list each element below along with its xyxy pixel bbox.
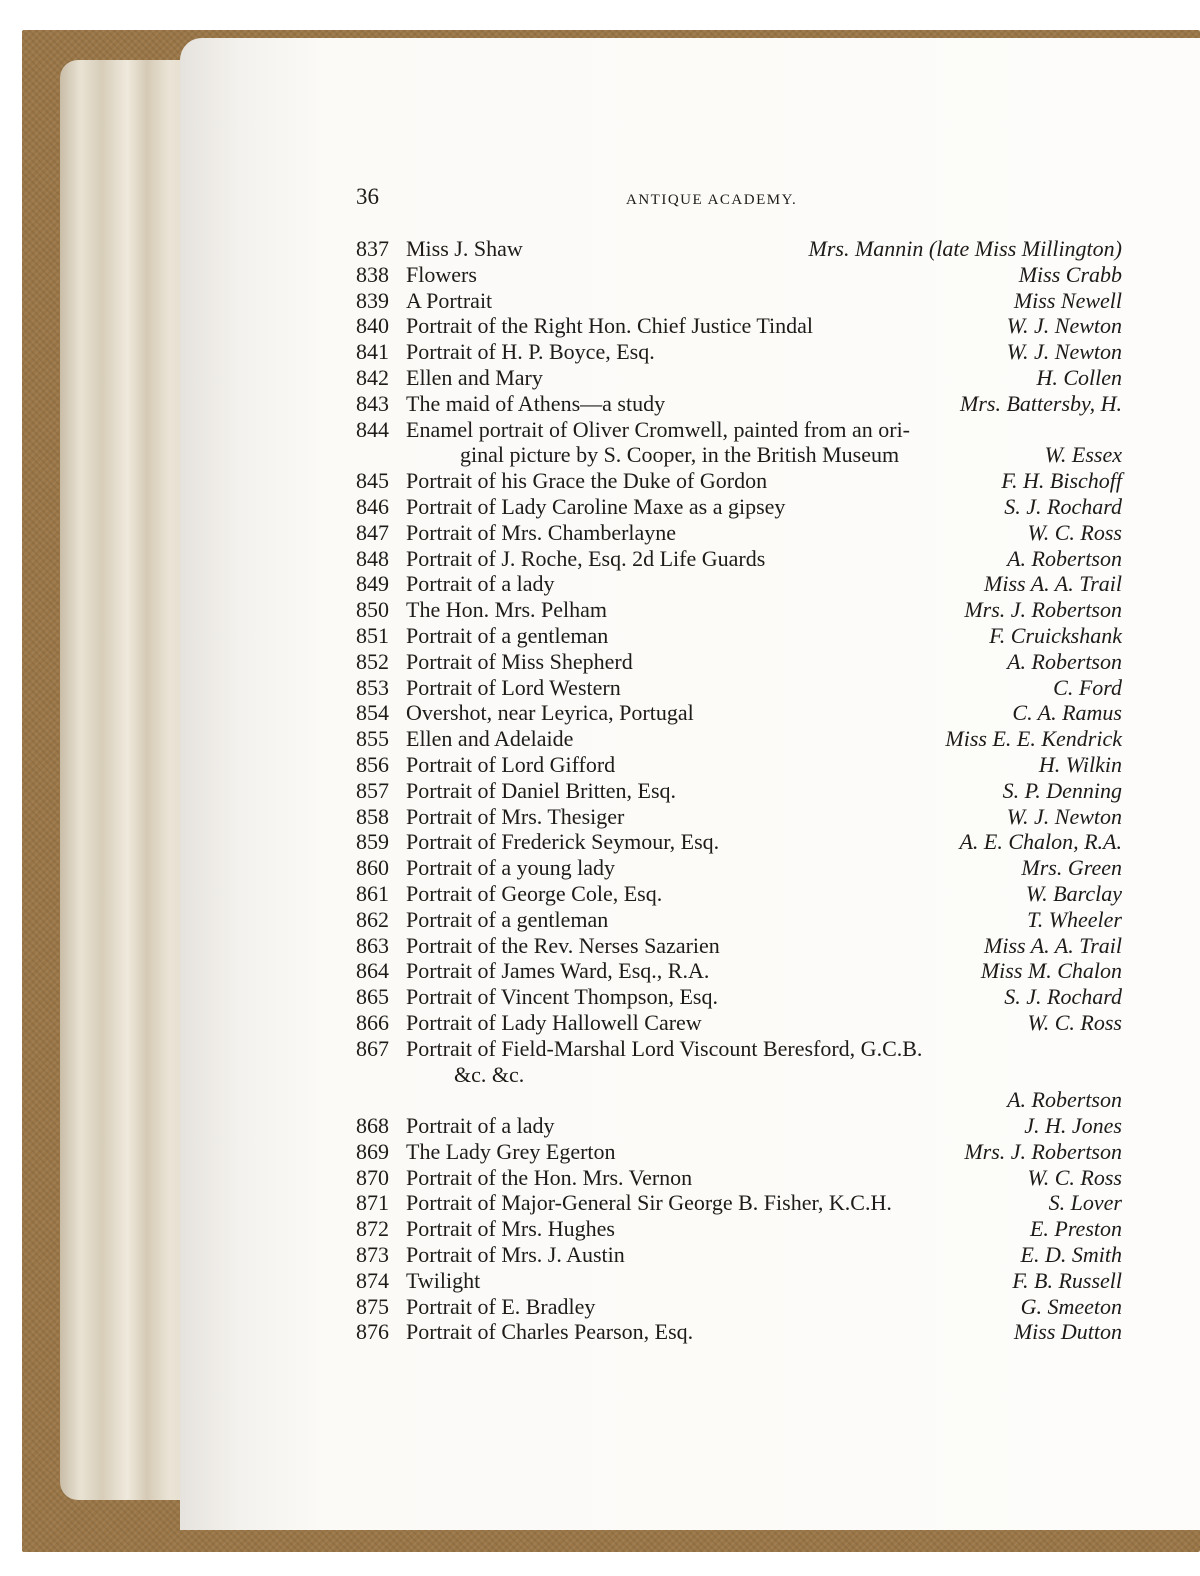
catalogue-entry: [356, 288, 1122, 314]
entry-artist: H. Collen: [1036, 364, 1122, 390]
entry-artist: W. J. Newton: [1006, 803, 1122, 829]
entry-number: 849: [356, 571, 389, 597]
entry-number: 848: [356, 545, 389, 571]
entry-number: 838: [356, 261, 389, 287]
entry-number: 860: [356, 855, 389, 881]
entry-artist: Miss M. Chalon: [980, 958, 1122, 984]
entry-title: Overshot, near Leyrica, Portugal: [406, 700, 694, 726]
catalogue-entry: [356, 1319, 1122, 1345]
entry-artist: F. H. Bischoff: [1001, 468, 1122, 494]
entry-artist: Mrs. Battersby, H.: [960, 390, 1122, 416]
entry-number: 871: [356, 1190, 389, 1216]
entry-artist: S. P. Denning: [1002, 777, 1122, 803]
entry-title: Portrait of Mrs. Chamberlayne: [406, 519, 677, 545]
catalogue-entry: [356, 1294, 1122, 1320]
entry-title: The Lady Grey Egerton: [406, 1138, 616, 1164]
entry-number: 856: [356, 751, 389, 777]
entry-number: 865: [356, 984, 389, 1010]
entry-artist: Mrs. Mannin (late Miss Millington): [808, 236, 1122, 261]
entry-artist: Mrs. J. Robertson: [964, 1138, 1122, 1164]
catalogue-entry: [356, 855, 1122, 881]
catalogue-entry: [356, 313, 1122, 339]
entry-artist: W. C. Ross: [1027, 519, 1122, 545]
entry-artist: S. J. Rochard: [1004, 493, 1122, 519]
catalogue-entry: [356, 881, 1122, 907]
catalogue-entry: [356, 365, 1122, 391]
entry-artist: A. Robertson: [1007, 1087, 1122, 1113]
catalogue-entry: [356, 597, 1122, 623]
entry-number: 847: [356, 519, 389, 545]
entry-artist: Miss A. A. Trail: [984, 571, 1122, 597]
entry-title: Portrait of the Hon. Mrs. Vernon: [406, 1164, 693, 1190]
entry-title: The maid of Athens—a study: [406, 390, 666, 416]
entry-number: 863: [356, 932, 389, 958]
entry-number: 837: [356, 236, 389, 261]
entry-artist: C. Ford: [1053, 674, 1122, 700]
page-number: 36: [356, 184, 379, 209]
catalogue-entry-continuation: [356, 1062, 1122, 1088]
entry-artist: W. J. Newton: [1006, 339, 1122, 365]
running-head: ANTIQUE ACADEMY.: [626, 192, 798, 208]
entry-artist: Mrs. J. Robertson: [964, 597, 1122, 623]
entry-artist: Miss Crabb: [1018, 261, 1122, 287]
entry-number: 850: [356, 597, 389, 623]
catalogue-entry: [356, 494, 1122, 520]
catalogue-entry: [356, 907, 1122, 933]
entry-artist: H. Wilkin: [1038, 751, 1122, 777]
catalogue-entry: [356, 933, 1122, 959]
entry-title-continuation: ginal picture by S. Cooper, in the British Museum: [460, 442, 900, 468]
entry-title: Portrait of the Rev. Nerses Sazarien: [406, 932, 720, 958]
catalogue-entry: [356, 1190, 1122, 1216]
entry-artist: F. Cruickshank: [989, 622, 1122, 648]
catalogue-entry-artist-line: [356, 1087, 1122, 1113]
entry-title: Ellen and Mary: [406, 364, 543, 390]
entry-number: 872: [356, 1216, 389, 1242]
catalogue-entry: [356, 391, 1122, 417]
entry-artist: A. Robertson: [1007, 648, 1122, 674]
entry-artist: Miss A. A. Trail: [984, 932, 1122, 958]
entry-title: Portrait of a lady: [406, 1113, 555, 1139]
entry-title: Portrait of a gentleman: [406, 622, 609, 648]
catalogue-entry-continuation: [356, 442, 1122, 468]
entry-artist: W. J. Newton: [1006, 313, 1122, 339]
entry-title: Portrait of Lord Western: [406, 674, 621, 700]
entry-number: 861: [356, 880, 389, 906]
entry-number: 870: [356, 1164, 389, 1190]
entry-number: 866: [356, 1009, 389, 1035]
entry-artist: E. Preston: [1029, 1216, 1122, 1242]
catalogue-entry: [356, 1268, 1122, 1294]
entry-artist: Miss Dutton: [1013, 1319, 1122, 1345]
catalogue-list: [356, 236, 1122, 1345]
entry-number: 857: [356, 777, 389, 803]
catalogue-entry: [356, 829, 1122, 855]
catalogue-entry: [356, 1139, 1122, 1165]
catalogue-entry: [356, 339, 1122, 365]
entry-title: Portrait of Major-General Sir George B. Fisher, K.C.H.: [406, 1190, 892, 1216]
catalogue-entry: [356, 417, 1122, 443]
entry-number: 868: [356, 1113, 389, 1139]
catalogue-entry: [356, 1216, 1122, 1242]
entry-artist: W. C. Ross: [1027, 1009, 1122, 1035]
entry-artist: Miss Newell: [1013, 287, 1122, 313]
catalogue-entry: [356, 1036, 1122, 1062]
entry-number: 862: [356, 906, 389, 932]
entry-number: 842: [356, 364, 389, 390]
entry-artist: W. C. Ross: [1027, 1164, 1122, 1190]
entry-number: 858: [356, 803, 389, 829]
entry-number: 874: [356, 1267, 389, 1293]
entry-artist: T. Wheeler: [1027, 906, 1122, 932]
catalogue-entry: [356, 571, 1122, 597]
entry-title: Flowers: [406, 261, 477, 287]
catalogue-entry: [356, 262, 1122, 288]
entry-number: 859: [356, 829, 389, 855]
entry-artist: F. B. Russell: [1012, 1267, 1122, 1293]
catalogue-entry: [356, 468, 1122, 494]
entry-number: 845: [356, 468, 389, 494]
catalogue-entry: [356, 1010, 1122, 1036]
entry-title: Portrait of E. Bradley: [406, 1293, 596, 1319]
entry-title: Portrait of Vincent Thompson, Esq.: [406, 984, 718, 1010]
catalogue-entry: [356, 752, 1122, 778]
entry-title: Portrait of Frederick Seymour, Esq.: [406, 829, 720, 855]
entry-number: 864: [356, 958, 389, 984]
entry-artist: A. E. Chalon, R.A.: [959, 829, 1122, 855]
entry-title: Portrait of Field-Marshal Lord Viscount Beresford, G.C.B.: [406, 1035, 923, 1061]
entry-artist: Miss E. E. Kendrick: [945, 726, 1122, 752]
entry-artist: S. J. Rochard: [1004, 984, 1122, 1010]
entry-title-continuation: &c. &c.: [454, 1061, 525, 1087]
catalogue-entry: [356, 778, 1122, 804]
catalogue-entry: [356, 1113, 1122, 1139]
catalogue-entry: [356, 236, 1122, 262]
entry-artist: W. Essex: [1044, 442, 1122, 468]
entry-artist: Mrs. Green: [1021, 855, 1122, 881]
catalogue-entry: [356, 804, 1122, 830]
catalogue-entry: [356, 984, 1122, 1010]
entry-title: Portrait of James Ward, Esq., R.A.: [406, 958, 710, 984]
catalogue-entry: [356, 675, 1122, 701]
entry-artist: G. Smeeton: [1020, 1293, 1122, 1319]
entry-title: Portrait of a young lady: [406, 855, 615, 881]
entry-artist: C. A. Ramus: [1012, 700, 1122, 726]
page-edges: [60, 60, 200, 1500]
entry-artist: E. D. Smith: [1020, 1242, 1122, 1268]
entry-title: Portrait of his Grace the Duke of Gordon: [406, 468, 768, 494]
entry-title: Twilight: [406, 1267, 481, 1293]
entry-artist: S. Lover: [1048, 1190, 1122, 1216]
entry-number: 867: [356, 1035, 389, 1061]
entry-title: Ellen and Adelaide: [406, 726, 574, 752]
catalogue-entry: [356, 520, 1122, 546]
entry-title: Miss J. Shaw: [406, 236, 523, 261]
entry-title: Portrait of Mrs. Hughes: [406, 1216, 615, 1242]
entry-number: 841: [356, 339, 389, 365]
entry-artist: A. Robertson: [1007, 545, 1122, 571]
entry-number: 873: [356, 1242, 389, 1268]
entry-title: Portrait of George Cole, Esq.: [406, 880, 663, 906]
entry-number: 839: [356, 287, 389, 313]
entry-title: Portrait of the Right Hon. Chief Justice Tindal: [406, 313, 813, 339]
entry-number: 846: [356, 493, 389, 519]
entry-number: 844: [356, 416, 389, 442]
catalogue-entry: [356, 1165, 1122, 1191]
entry-number: 852: [356, 648, 389, 674]
entry-title: Portrait of a gentleman: [406, 906, 609, 932]
entry-title: Portrait of Mrs. J. Austin: [406, 1242, 625, 1268]
entry-number: 840: [356, 313, 389, 339]
catalogue-entry: [356, 1242, 1122, 1268]
entry-title: Portrait of H. P. Boyce, Esq.: [406, 339, 655, 365]
entry-title: Portrait of Lady Hallowell Carew: [406, 1009, 702, 1035]
catalogue-entry: [356, 726, 1122, 752]
entry-title: Portrait of J. Roche, Esq. 2d Life Guards: [406, 545, 766, 571]
entry-number: 875: [356, 1293, 389, 1319]
entry-number: 854: [356, 700, 389, 726]
entry-number: 869: [356, 1138, 389, 1164]
entry-number: 855: [356, 726, 389, 752]
entry-title: Portrait of Charles Pearson, Esq.: [406, 1319, 694, 1345]
entry-number: 876: [356, 1319, 389, 1345]
entry-artist: J. H. Jones: [1024, 1113, 1122, 1139]
entry-title: The Hon. Mrs. Pelham: [406, 597, 608, 623]
entry-title: A Portrait: [406, 287, 493, 313]
catalogue-entry: [356, 649, 1122, 675]
catalogue-entry: [356, 700, 1122, 726]
entry-title: Portrait of Mrs. Thesiger: [406, 803, 625, 829]
entry-title: Portrait of Lord Gifford: [406, 751, 616, 777]
entry-title: Portrait of Miss Shepherd: [406, 648, 633, 674]
catalogue-entry: [356, 546, 1122, 572]
entry-number: 851: [356, 622, 389, 648]
entry-title: Portrait of Daniel Britten, Esq.: [406, 777, 677, 803]
catalogue-entry: [356, 623, 1122, 649]
entry-artist: W. Barclay: [1025, 880, 1122, 906]
page-header: [356, 184, 1122, 216]
entry-title: Portrait of a lady: [406, 571, 555, 597]
catalogue-entry: [356, 958, 1122, 984]
entry-title: Enamel portrait of Oliver Cromwell, painted from an ori-: [406, 416, 911, 442]
entry-title: Portrait of Lady Caroline Maxe as a gipsey: [406, 493, 786, 519]
entry-number: 843: [356, 390, 389, 416]
entry-number: 853: [356, 674, 389, 700]
